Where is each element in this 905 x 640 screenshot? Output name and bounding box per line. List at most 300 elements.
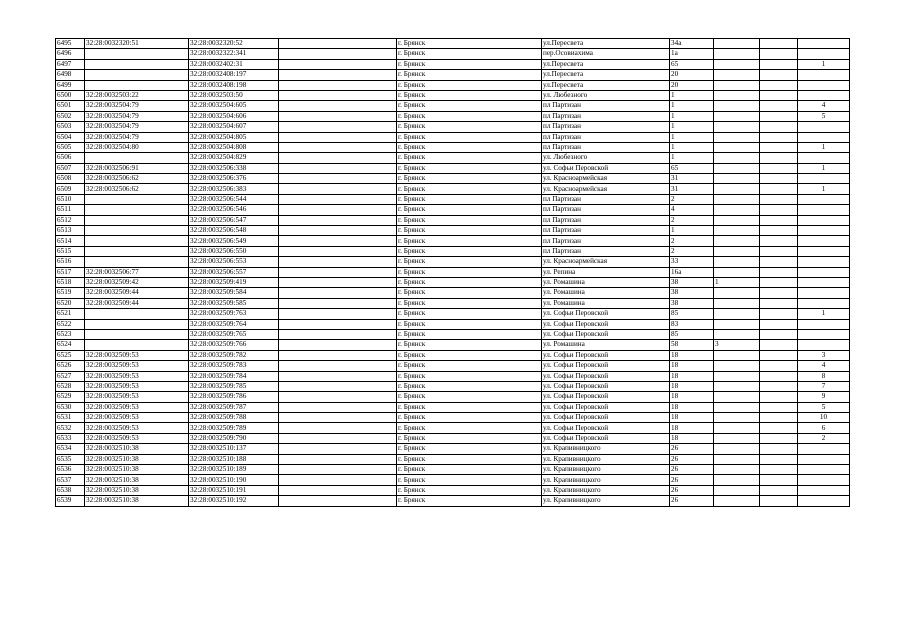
extra-cell-2	[760, 329, 798, 339]
row-number-cell: 6536	[56, 465, 85, 475]
extra-cell-2	[760, 433, 798, 443]
empty-cell	[279, 226, 397, 236]
parent-cadastral-number-cell	[85, 49, 189, 59]
apartment-cell: 3	[798, 350, 850, 360]
house-number-cell: 26	[670, 465, 714, 475]
street-cell: ул. Софьи Перовской	[542, 361, 670, 371]
city-cell: г. Брянск	[397, 475, 542, 485]
extra-cell-2	[760, 475, 798, 485]
house-number-cell: 1	[670, 101, 714, 111]
city-cell: г. Брянск	[397, 163, 542, 173]
house-number-cell: 85	[670, 329, 714, 339]
table-row	[56, 361, 850, 371]
apartment-cell: 6	[798, 423, 850, 433]
cadastral-number-cell: 32:28:0032509:766	[189, 340, 279, 350]
house-number-cell: 20	[670, 80, 714, 90]
house-number-cell: 1	[670, 122, 714, 132]
house-number-cell: 1	[670, 153, 714, 163]
empty-cell	[279, 174, 397, 184]
parent-cadastral-number-cell	[85, 246, 189, 256]
parent-cadastral-number-cell: 32:28:0032504:79	[85, 111, 189, 121]
empty-cell	[279, 392, 397, 402]
table-row	[56, 423, 850, 433]
city-cell: г. Брянск	[397, 267, 542, 277]
extra-cell-1	[714, 485, 760, 495]
house-number-cell: 1	[670, 111, 714, 121]
parent-cadastral-number-cell: 32:28:0032509:53	[85, 433, 189, 443]
row-number-cell: 6537	[56, 475, 85, 485]
apartment-cell	[798, 80, 850, 90]
parent-cadastral-number-cell: 32:28:0032509:53	[85, 381, 189, 391]
row-number-cell: 6500	[56, 90, 85, 100]
house-number-cell: 34а	[670, 39, 714, 49]
empty-cell	[279, 236, 397, 246]
extra-cell-2	[760, 80, 798, 90]
table-row	[56, 413, 850, 423]
cadastral-number-cell: 32:28:0032506:553	[189, 257, 279, 267]
apartment-cell	[798, 485, 850, 495]
table-row	[56, 485, 850, 495]
extra-cell-1	[714, 194, 760, 204]
extra-cell-2	[760, 350, 798, 360]
apartment-cell	[798, 226, 850, 236]
cadastral-number-cell: 32:28:0032509:785	[189, 381, 279, 391]
extra-cell-2	[760, 163, 798, 173]
table-row	[56, 142, 850, 152]
row-number-cell: 6504	[56, 132, 85, 142]
parent-cadastral-number-cell: 32:28:0032504:79	[85, 101, 189, 111]
cadastral-number-cell: 32:28:0032510:191	[189, 485, 279, 495]
city-cell: г. Брянск	[397, 90, 542, 100]
extra-cell-1	[714, 309, 760, 319]
cadastral-number-cell: 32:28:0032509:789	[189, 423, 279, 433]
extra-cell-2	[760, 277, 798, 287]
cadastral-number-cell: 32:28:0032509:764	[189, 319, 279, 329]
extra-cell-2	[760, 309, 798, 319]
house-number-cell: 1а	[670, 49, 714, 59]
table-row	[56, 90, 850, 100]
street-cell: ул. Крапивницкого	[542, 454, 670, 464]
cadastral-number-cell: 32:28:0032402:31	[189, 59, 279, 69]
street-cell: ул. Ромашина	[542, 288, 670, 298]
apartment-cell	[798, 340, 850, 350]
city-cell: г. Брянск	[397, 340, 542, 350]
table-row	[56, 122, 850, 132]
table-row	[56, 454, 850, 464]
house-number-cell: 2	[670, 215, 714, 225]
extra-cell-2	[760, 361, 798, 371]
row-number-cell: 6509	[56, 184, 85, 194]
city-cell: г. Брянск	[397, 454, 542, 464]
house-number-cell: 26	[670, 454, 714, 464]
house-number-cell: 1	[670, 142, 714, 152]
street-cell: ул.Пересвета	[542, 80, 670, 90]
cadastral-number-cell: 32:28:0032506:338	[189, 163, 279, 173]
street-cell: ул. Софьи Перовской	[542, 309, 670, 319]
cadastral-number-cell: 32:28:0032506:548	[189, 226, 279, 236]
city-cell: г. Брянск	[397, 215, 542, 225]
house-number-cell: 1	[670, 90, 714, 100]
apartment-cell	[798, 90, 850, 100]
empty-cell	[279, 267, 397, 277]
cadastral-number-cell: 32:28:0032504:605	[189, 101, 279, 111]
parent-cadastral-number-cell	[85, 70, 189, 80]
house-number-cell: 31	[670, 184, 714, 194]
cadastral-number-cell: 32:28:0032510:188	[189, 454, 279, 464]
extra-cell-1	[714, 184, 760, 194]
apartment-cell: 10	[798, 413, 850, 423]
parent-cadastral-number-cell: 32:28:0032510:38	[85, 444, 189, 454]
house-number-cell: 38	[670, 298, 714, 308]
empty-cell	[279, 309, 397, 319]
city-cell: г. Брянск	[397, 423, 542, 433]
table-row	[56, 174, 850, 184]
parent-cadastral-number-cell	[85, 309, 189, 319]
empty-cell	[279, 70, 397, 80]
city-cell: г. Брянск	[397, 319, 542, 329]
row-number-cell: 6527	[56, 371, 85, 381]
table-row	[56, 59, 850, 69]
extra-cell-1	[714, 350, 760, 360]
parent-cadastral-number-cell: 32:28:0032504:80	[85, 142, 189, 152]
empty-cell	[279, 80, 397, 90]
street-cell: ул. Крапивницкого	[542, 444, 670, 454]
apartment-cell	[798, 277, 850, 287]
street-cell: ул. Софьи Перовской	[542, 433, 670, 443]
extra-cell-2	[760, 39, 798, 49]
empty-cell	[279, 454, 397, 464]
city-cell: г. Брянск	[397, 142, 542, 152]
extra-cell-2	[760, 402, 798, 412]
apartment-cell	[798, 205, 850, 215]
house-number-cell: 18	[670, 371, 714, 381]
row-number-cell: 6528	[56, 381, 85, 391]
street-cell: пл Партизан	[542, 142, 670, 152]
extra-cell-1	[714, 236, 760, 246]
table-row	[56, 153, 850, 163]
cadastral-number-cell: 32:28:0032504:606	[189, 111, 279, 121]
extra-cell-1	[714, 381, 760, 391]
cadastral-number-cell: 32:28:0032509:585	[189, 298, 279, 308]
street-cell: ул. Ромашина	[542, 298, 670, 308]
street-cell: ул. Любезного	[542, 153, 670, 163]
row-number-cell: 6523	[56, 329, 85, 339]
apartment-cell	[798, 194, 850, 204]
parent-cadastral-number-cell	[85, 257, 189, 267]
city-cell: г. Брянск	[397, 465, 542, 475]
extra-cell-2	[760, 70, 798, 80]
house-number-cell: 2	[670, 246, 714, 256]
apartment-cell	[798, 475, 850, 485]
parent-cadastral-number-cell: 32:28:0032510:38	[85, 475, 189, 485]
table-row	[56, 309, 850, 319]
empty-cell	[279, 465, 397, 475]
extra-cell-2	[760, 194, 798, 204]
city-cell: г. Брянск	[397, 350, 542, 360]
apartment-cell	[798, 329, 850, 339]
cadastral-number-cell: 32:28:0032408:197	[189, 70, 279, 80]
row-number-cell: 6514	[56, 236, 85, 246]
extra-cell-1	[714, 39, 760, 49]
house-number-cell: 31	[670, 174, 714, 184]
row-number-cell: 6515	[56, 246, 85, 256]
extra-cell-1	[714, 111, 760, 121]
extra-cell-1	[714, 205, 760, 215]
apartment-cell	[798, 267, 850, 277]
house-number-cell: 1	[670, 132, 714, 142]
street-cell: пл Партизан	[542, 132, 670, 142]
extra-cell-1	[714, 226, 760, 236]
city-cell: г. Брянск	[397, 433, 542, 443]
parent-cadastral-number-cell	[85, 215, 189, 225]
house-number-cell: 18	[670, 381, 714, 391]
street-cell: пл Партизан	[542, 122, 670, 132]
extra-cell-2	[760, 49, 798, 59]
apartment-cell	[798, 49, 850, 59]
street-cell: пл Партизан	[542, 236, 670, 246]
extra-cell-2	[760, 90, 798, 100]
row-number-cell: 6507	[56, 163, 85, 173]
table-row	[56, 329, 850, 339]
extra-cell-1	[714, 101, 760, 111]
city-cell: г. Брянск	[397, 153, 542, 163]
extra-cell-2	[760, 59, 798, 69]
parent-cadastral-number-cell	[85, 226, 189, 236]
table-row	[56, 226, 850, 236]
apartment-cell: 1	[798, 184, 850, 194]
empty-cell	[279, 361, 397, 371]
extra-cell-2	[760, 371, 798, 381]
row-number-cell: 6530	[56, 402, 85, 412]
empty-cell	[279, 288, 397, 298]
apartment-cell: 4	[798, 101, 850, 111]
row-number-cell: 6535	[56, 454, 85, 464]
city-cell: г. Брянск	[397, 496, 542, 506]
extra-cell-2	[760, 174, 798, 184]
parent-cadastral-number-cell	[85, 319, 189, 329]
extra-cell-2	[760, 236, 798, 246]
apartment-cell	[798, 153, 850, 163]
street-cell: ул. Софьи Перовской	[542, 381, 670, 391]
extra-cell-1	[714, 392, 760, 402]
cadastral-number-cell: 32:28:0032509:783	[189, 361, 279, 371]
apartment-cell	[798, 174, 850, 184]
house-number-cell: 18	[670, 402, 714, 412]
extra-cell-2	[760, 485, 798, 495]
house-number-cell: 18	[670, 392, 714, 402]
parent-cadastral-number-cell: 32:28:0032510:38	[85, 465, 189, 475]
extra-cell-1	[714, 496, 760, 506]
apartment-cell: 8	[798, 371, 850, 381]
extra-cell-1	[714, 465, 760, 475]
street-cell: ул. Крапивницкого	[542, 465, 670, 475]
cadastral-number-cell: 32:28:0032506:547	[189, 215, 279, 225]
table-row	[56, 433, 850, 443]
empty-cell	[279, 246, 397, 256]
street-cell: ул. Красноармейская	[542, 184, 670, 194]
parent-cadastral-number-cell: 32:28:0032504:79	[85, 122, 189, 132]
city-cell: г. Брянск	[397, 288, 542, 298]
row-number-cell: 6532	[56, 423, 85, 433]
extra-cell-2	[760, 298, 798, 308]
apartment-cell	[798, 465, 850, 475]
street-cell: ул. Софьи Перовской	[542, 371, 670, 381]
extra-cell-2	[760, 465, 798, 475]
parent-cadastral-number-cell: 32:28:0032504:79	[85, 132, 189, 142]
row-number-cell: 6531	[56, 413, 85, 423]
house-number-cell: 18	[670, 433, 714, 443]
cadastral-number-cell: 32:28:0032506:557	[189, 267, 279, 277]
apartment-cell	[798, 257, 850, 267]
extra-cell-2	[760, 205, 798, 215]
row-number-cell: 6526	[56, 361, 85, 371]
street-cell: ул. Крапивницкого	[542, 475, 670, 485]
table-row	[56, 475, 850, 485]
apartment-cell	[798, 132, 850, 142]
extra-cell-2	[760, 423, 798, 433]
city-cell: г. Брянск	[397, 70, 542, 80]
parent-cadastral-number-cell	[85, 194, 189, 204]
parent-cadastral-number-cell	[85, 153, 189, 163]
extra-cell-1	[714, 215, 760, 225]
extra-cell-1	[714, 59, 760, 69]
extra-cell-1: 1	[714, 277, 760, 287]
extra-cell-2	[760, 111, 798, 121]
street-cell: ул. Софьи Перовской	[542, 392, 670, 402]
extra-cell-1	[714, 329, 760, 339]
table-row	[56, 465, 850, 475]
extra-cell-2	[760, 257, 798, 267]
cadastral-number-cell: 32:28:0032504:805	[189, 132, 279, 142]
table-row	[56, 267, 850, 277]
extra-cell-2	[760, 101, 798, 111]
cadastral-number-cell: 32:28:0032510:189	[189, 465, 279, 475]
table-row	[56, 215, 850, 225]
table-row	[56, 277, 850, 287]
house-number-cell: 65	[670, 59, 714, 69]
row-number-cell: 6512	[56, 215, 85, 225]
house-number-cell: 2	[670, 194, 714, 204]
street-cell: ул. Софьи Перовской	[542, 319, 670, 329]
row-number-cell: 6529	[56, 392, 85, 402]
city-cell: г. Брянск	[397, 246, 542, 256]
street-cell: ул. Софьи Перовской	[542, 329, 670, 339]
cadastral-number-cell: 32:28:0032506:546	[189, 205, 279, 215]
extra-cell-1	[714, 371, 760, 381]
apartment-cell	[798, 70, 850, 80]
empty-cell	[279, 59, 397, 69]
city-cell: г. Брянск	[397, 298, 542, 308]
street-cell: ул. Софьи Перовской	[542, 413, 670, 423]
cadastral-number-cell: 32:28:0032509:765	[189, 329, 279, 339]
apartment-cell: 1	[798, 142, 850, 152]
empty-cell	[279, 485, 397, 495]
row-number-cell: 6511	[56, 205, 85, 215]
parent-cadastral-number-cell: 32:28:0032320:51	[85, 39, 189, 49]
house-number-cell: 4	[670, 205, 714, 215]
cadastral-number-cell: 32:28:0032504:808	[189, 142, 279, 152]
city-cell: г. Брянск	[397, 122, 542, 132]
table-row	[56, 39, 850, 49]
table-row	[56, 101, 850, 111]
parent-cadastral-number-cell: 32:28:0032509:53	[85, 392, 189, 402]
row-number-cell: 6505	[56, 142, 85, 152]
city-cell: г. Брянск	[397, 485, 542, 495]
empty-cell	[279, 319, 397, 329]
row-number-cell: 6524	[56, 340, 85, 350]
apartment-cell	[798, 215, 850, 225]
apartment-cell: 2	[798, 433, 850, 443]
street-cell: пл Партизан	[542, 194, 670, 204]
cadastral-number-cell: 32:28:0032509:782	[189, 350, 279, 360]
apartment-cell: 5	[798, 111, 850, 121]
row-number-cell: 6508	[56, 174, 85, 184]
cadastral-number-cell: 32:28:0032506:544	[189, 194, 279, 204]
parent-cadastral-number-cell: 32:28:0032509:44	[85, 298, 189, 308]
house-number-cell: 83	[670, 319, 714, 329]
cadastral-number-cell: 32:28:0032509:419	[189, 277, 279, 287]
street-cell: ул. Красноармейская	[542, 257, 670, 267]
extra-cell-2	[760, 454, 798, 464]
street-cell: ул.Пересвета	[542, 70, 670, 80]
table-row	[56, 205, 850, 215]
apartment-cell: 1	[798, 59, 850, 69]
table-row	[56, 80, 850, 90]
cadastral-number-cell: 32:28:0032509:584	[189, 288, 279, 298]
apartment-cell	[798, 246, 850, 256]
extra-cell-1	[714, 423, 760, 433]
empty-cell	[279, 142, 397, 152]
extra-cell-1	[714, 288, 760, 298]
extra-cell-1	[714, 174, 760, 184]
street-cell: ул.Пересвета	[542, 59, 670, 69]
row-number-cell: 6522	[56, 319, 85, 329]
row-number-cell: 6502	[56, 111, 85, 121]
extra-cell-2	[760, 132, 798, 142]
apartment-cell: 4	[798, 361, 850, 371]
extra-cell-1	[714, 413, 760, 423]
empty-cell	[279, 111, 397, 121]
house-number-cell: 18	[670, 350, 714, 360]
extra-cell-1	[714, 361, 760, 371]
city-cell: г. Брянск	[397, 392, 542, 402]
house-number-cell: 85	[670, 309, 714, 319]
city-cell: г. Брянск	[397, 277, 542, 287]
house-number-cell: 26	[670, 475, 714, 485]
apartment-cell: 1	[798, 309, 850, 319]
extra-cell-2	[760, 122, 798, 132]
empty-cell	[279, 153, 397, 163]
row-number-cell: 6517	[56, 267, 85, 277]
empty-cell	[279, 329, 397, 339]
city-cell: г. Брянск	[397, 80, 542, 90]
city-cell: г. Брянск	[397, 194, 542, 204]
city-cell: г. Брянск	[397, 309, 542, 319]
extra-cell-1	[714, 454, 760, 464]
table-row	[56, 132, 850, 142]
street-cell: ул.Пересвета	[542, 39, 670, 49]
cadastral-number-cell: 32:28:0032509:788	[189, 413, 279, 423]
parent-cadastral-number-cell: 32:28:0032509:53	[85, 361, 189, 371]
row-number-cell: 6518	[56, 277, 85, 287]
table-row	[56, 371, 850, 381]
apartment-cell	[798, 122, 850, 132]
row-number-cell: 6498	[56, 70, 85, 80]
street-cell: ул. Софьи Перовской	[542, 350, 670, 360]
apartment-cell	[798, 39, 850, 49]
extra-cell-1	[714, 246, 760, 256]
table-row	[56, 257, 850, 267]
